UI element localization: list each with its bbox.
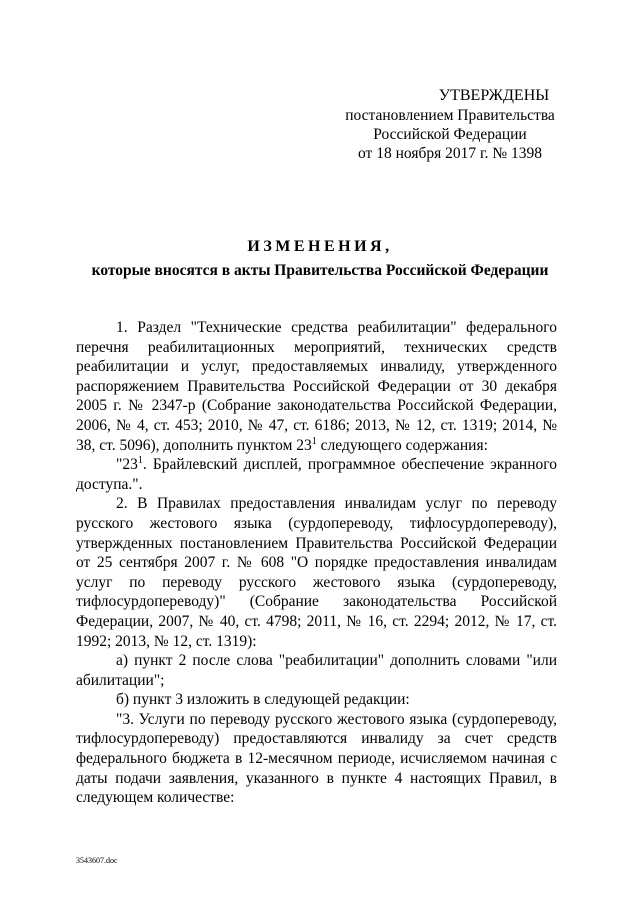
approval-line-3: от 18 ноября 2017 г. № 1398 — [358, 145, 542, 162]
superscript: 1 — [311, 435, 317, 447]
footer-file-name: 3543607.doc — [76, 856, 118, 865]
paragraph-3: 2. В Правилах предоставления инвалидам услуг по переводу русского жестового языка (сурдопереводу, тифлосурдопереводу), утвержденных постановлением Правительства Российской Федерации от 25 сентября 2007 г. № 608 "О порядке предоставления инвалидам услуг по переводу русского жестового языка (сурдопереводу, тифлосурдопереводу)" (Собрание законодательства Российской Федерации, 2007, № 40, ст. 4798; 2011, № 16, ст. 2294; 2012, № 17, ст. 1992; 2013, № 12, ст. 1319): — [76, 495, 557, 650]
approved-heading: УТВЕРЖДЕНЫ — [438, 87, 550, 104]
document-title: ИЗМЕНЕНИЯ, — [247, 238, 393, 255]
paragraph-6: "3. Услуги по переводу русского жестового языка (сурдопереводу, тифлосурдопереводу) предоставляются инвалиду за счет средств федерального бюджета в 12-месячном периоде, исчисляемом начиная с даты подачи заявления, указанного в пункте 4 настоящих Правил, в следующем количестве: — [76, 710, 557, 807]
approval-line-2: Российской Федерации — [373, 126, 527, 143]
paragraph-2: "$23^1$. Брайлевский дисплей, программное обеспечение экранного доступа.". — [76, 455, 557, 493]
document-body — [76, 318, 557, 808]
approval-block — [300, 86, 600, 163]
paragraph-1: 1. Раздел "Технические средства реабилитации" федерального перечня реабилитационных мероприятий, технических средств реабилитации и услуг, предоставляемых инвалиду, утвержденного распоряжением Правительства Российской Федерации от 30 декабря 2005 г. № 2347-р (Собрание законодательства Российской Федерации, 2006, № 4, ст. 453; 2010, № 47, ст. 6186; 2013, № 12, ст. 1319; 2014, № 38, ст. 5096), дополнить пунктом $23^1$ следующего содержания: — [76, 319, 557, 454]
paragraph-5: б) пункт 3 изложить в следующей редакции: — [116, 691, 410, 709]
paragraph-4: а) пункт 2 после слова "реабилитации" дополнить словами "или абилитации"; — [76, 652, 557, 689]
document-subtitle: которые вносятся в акты Правительства Российской Федерации — [91, 262, 549, 279]
superscript: 1 — [137, 455, 143, 467]
approval-line-1: постановлением Правительства — [345, 107, 555, 124]
